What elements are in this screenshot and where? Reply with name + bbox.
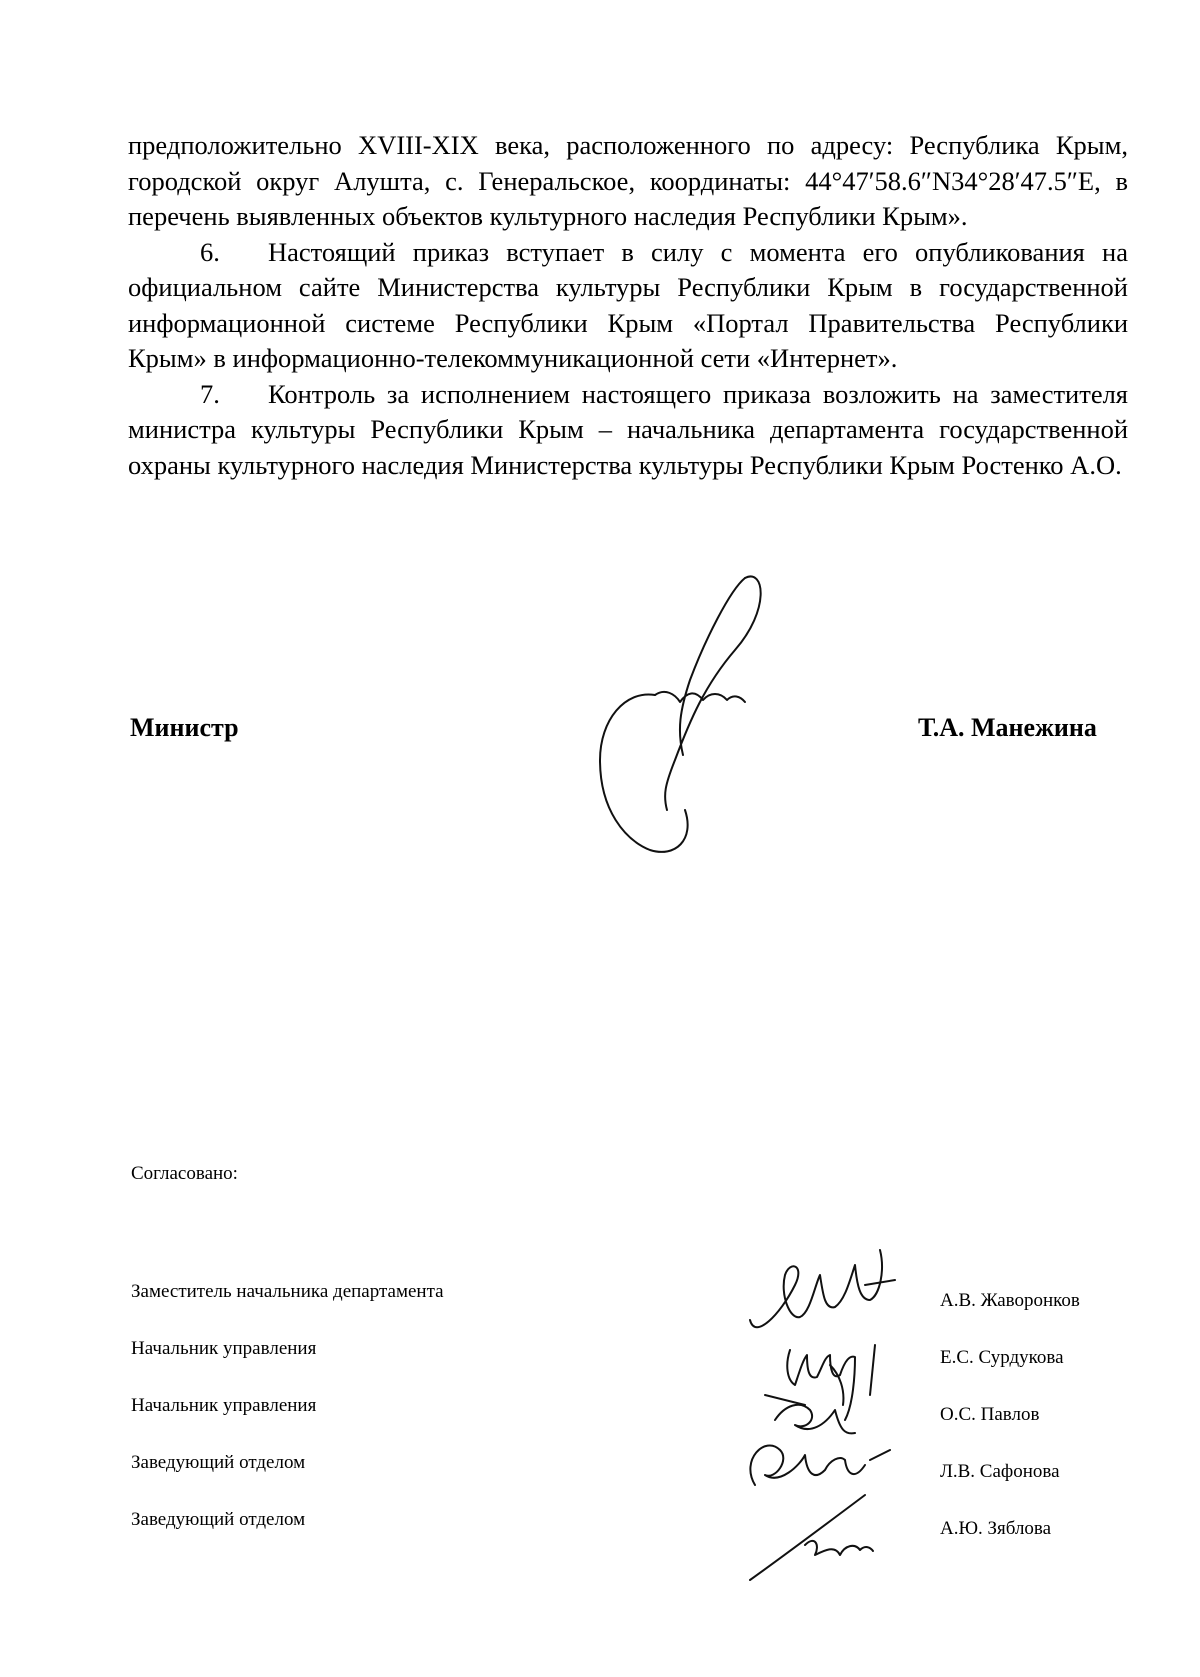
signature-surdukova	[787, 1345, 875, 1420]
order-item-7	[128, 377, 1128, 484]
signature-zhavoronkov	[750, 1250, 895, 1327]
approval-name: О.С. Павлов	[940, 1404, 1040, 1425]
approval-row	[131, 1281, 1131, 1338]
approval-name: А.В. Жаворонков	[940, 1290, 1080, 1311]
paragraph-continuation: предположительно XVIII-XIX века, расположенного по адресу: Республика Крым, городской округ Алушта, с. Генеральское, координаты: 44°47′58.6″N34°28′47.5″E, в перечень выявленных объектов культурного наследия Республики Крым».	[128, 130, 1128, 231]
approval-name: Л.В. Сафонова	[940, 1461, 1060, 1482]
approval-position: Начальник управления	[131, 1338, 317, 1359]
approval-row	[131, 1338, 1131, 1395]
approved-label: Согласовано:	[131, 1163, 238, 1184]
approval-signatures	[745, 1245, 945, 1590]
order-text	[128, 128, 1128, 483]
approval-position: Заведующий отделом	[131, 1452, 306, 1473]
approval-position: Заведующий отделом	[131, 1509, 306, 1530]
signatory-name: Т.А. Манежина	[918, 713, 1097, 742]
approval-name: А.Ю. Зяблова	[940, 1518, 1052, 1539]
signature-safonova	[750, 1445, 890, 1485]
order-item-6	[128, 235, 1128, 377]
approval-position: Начальник управления	[131, 1395, 317, 1416]
approval-name: Е.С. Сурдукова	[940, 1347, 1064, 1368]
item-text: Настоящий приказ вступает в силу с момента его опубликования на официальном сайте Министерства культуры Республики Крым в государственной информационной системе Республики Крым «Портал Правительства Республики Крым» в информационно-телекоммуникационной сети «Интернет».	[128, 236, 1128, 373]
signatory-title: Министр	[130, 713, 239, 742]
approval-row	[131, 1509, 1131, 1566]
approvals-list	[131, 1281, 1131, 1566]
signature-zyablova	[750, 1495, 873, 1580]
item-number: 6.	[200, 236, 220, 267]
approval-row	[131, 1395, 1131, 1452]
item-number: 7.	[200, 378, 220, 409]
minister-signature	[595, 570, 795, 860]
approval-position: Заместитель начальника департамента	[131, 1281, 444, 1302]
approval-row	[131, 1452, 1131, 1509]
item-text: Контроль за исполнением настоящего приказа возложить на заместителя министра культуры Республики Крым – начальника департамента государственной охраны культурного наследия Министерства культуры Республики Крым Ростенко А.О.	[128, 378, 1128, 480]
